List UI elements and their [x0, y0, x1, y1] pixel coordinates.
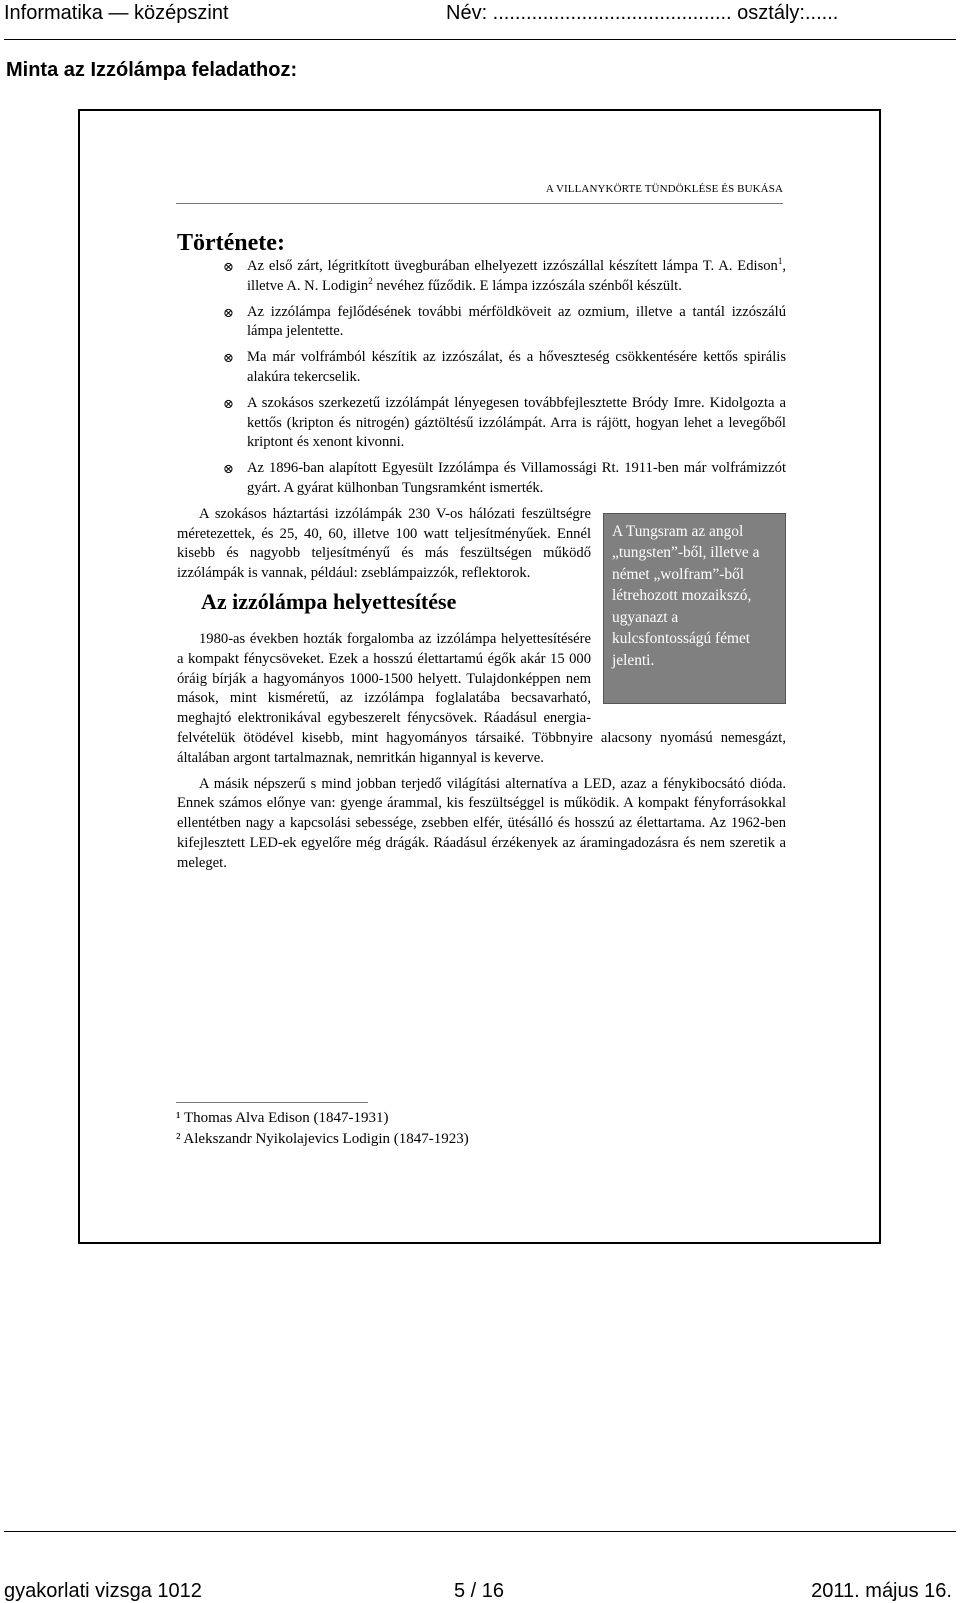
history-title: Története:	[177, 230, 285, 256]
circled-times-icon: ⊗	[223, 304, 234, 320]
footer-exam-code: gyakorlati vizsga 1012	[4, 1580, 202, 1602]
circled-times-icon: ⊗	[223, 259, 234, 274]
paragraph-household-bulbs: A szokásos háztartási izzólámpák 230 V-os hálózati feszültségre méretezettek, és 25, 40, 60, illetve 100 watt teljesítményűek. Ennél kisebb és nagyobb teljesítményű és más feszültségen működő izzólámpák is vannak, például: zseblámpaizzók, reflektorok.	[177, 505, 591, 582]
page-footer	[4, 1531, 956, 1602]
page-header	[4, 0, 956, 40]
page-title: Minta az Izzólámpa feladathoz:	[6, 59, 298, 81]
footnote-1: ¹ Thomas Alva Edison (1847-1931)	[176, 1110, 389, 1126]
running-header: A VILLANYKÖRTE TÜNDÖKLÉSE ÉS BUKÁSA	[176, 183, 783, 204]
footnote-ref-2: 2	[368, 275, 373, 286]
paragraph-compact-fluorescent: 1980-as években hozták forgalomba az izzólámpa helyettesítésére a kompakt fénycsöveket. Ezek a hosszú élettartamú égők akár 15 000 óráig bírják a hagyományos 1000-1500 helyett. Tulajdonképpen nem mások, mint kisméretű, az izzólámpa foglalatába becsavarható, meghajtó elektronikával egybeszerelt fénycsövek. Ráadásul energia-felvételük ötödével kisebb, mint hagyományos társaiké. Többnyire alacsony nyomású nemesgázt, általában argont tartalmaznak, nemritkán higannyal is keverve.	[177, 630, 786, 766]
list-item: ⊗ Ma már volfrámból készítik az izzószálat, és a hőveszteség csökkentésére kettős spirális alakúra tekercselik.	[223, 349, 786, 385]
footer-date: 2011. május 16.	[811, 1580, 952, 1602]
footnote-2: ² Alekszandr Nyikolajevics Lodigin (1847-1923)	[176, 1131, 469, 1147]
list-item: ⊗ A szokásos szerkezetű izzólámpát lényegesen továbbfejlesztette Bródy Imre. Kidolgozta a kettős (kripton és nitrogén) gáztöltésű izzólámpát. Arra is rájött, hogyan lehet a levegőből kriptont és xenont kivonni.	[223, 394, 786, 451]
header-subject: Informatika — középszint	[4, 2, 229, 24]
document-body	[177, 229, 786, 874]
circled-times-icon: ⊗	[223, 350, 234, 366]
footer-page-number: 5 / 16	[454, 1580, 505, 1602]
history-bullet-list	[177, 257, 786, 499]
footnote-separator	[176, 1102, 368, 1103]
list-item: ⊗ Az első zárt, légritkított üvegburában elhelyezett izzószállal készített lámpa T. A. Edison$^1$, illetve A. N. Lodigin$^2$ nevéhez fűződik. E lámpa izzószála szénből készült.	[223, 256, 786, 294]
circled-times-icon: ⊗	[223, 461, 234, 477]
list-item: ⊗ Az izzólámpa fejlődésének további mérföldköveit az ozmium, illetve a tantál izzószálú lámpa jelentette.	[223, 303, 786, 340]
sample-document-frame	[78, 109, 881, 1244]
header-name-class-field: Név: ........................................... osztály:......	[446, 2, 839, 24]
replacement-title: Az izzólámpa helyettesítése	[201, 588, 457, 614]
footnote-ref-1: 1	[777, 256, 783, 267]
tungsram-note-box: A Tungsram az angol „tungsten”-ből, illetve a német „wolfram”-ből létrehozott mozaikszó, ugyanazt a kulcsfontosságú fémet jelenti.	[603, 513, 786, 704]
footnotes	[176, 1108, 469, 1150]
circled-times-icon: ⊗	[223, 395, 234, 411]
list-item: ⊗ Az 1896-ban alapított Egyesült Izzólámpa és Villamossági Rt. 1911-ben már volfrámizzót gyárt. A gyárat külhonban Tungsramként ismerték.	[223, 460, 786, 496]
paragraph-led: A másik népszerű s mind jobban terjedő világítási alternatíva a LED, azaz a fénykibocsátó dióda. Ennek számos előnye van: gyenge árammal, kis feszültséggel is működik. A kompakt fényforrásokkal ellentétben nagy a kapcsolási sebessége, zsebben elfér, ütésálló és hosszú az élettartama. Az 1962-ben kifejlesztett LED-ek egyelőre még drágák. Ráadásul érzékenyek az áramingadozásra és nem szeretik a meleget.	[177, 775, 786, 871]
